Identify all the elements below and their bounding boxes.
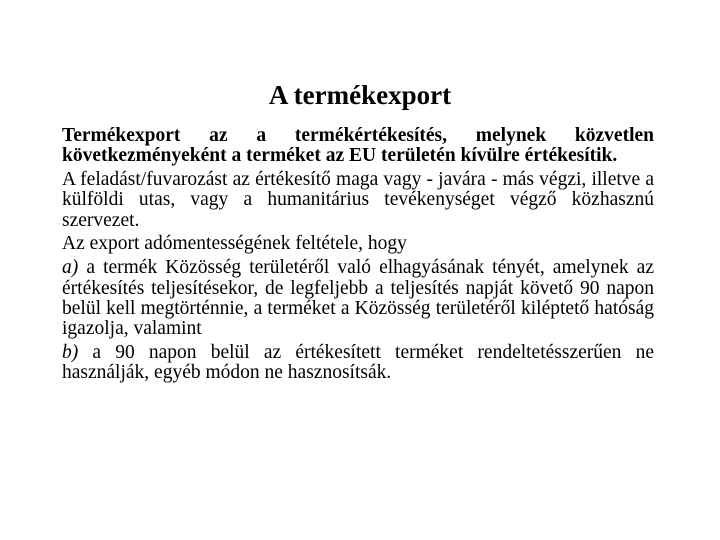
slide-body	[62, 126, 654, 387]
conditions-intro: Az export adómentességének feltétele, hogy	[62, 233, 407, 255]
condition-item-b	[62, 343, 654, 384]
item-b-text: a 90 napon belül az értékesített terméket rendeltetésszerűen ne használják, egyéb módon ne hasznosítsák.	[62, 341, 654, 384]
item-b-marker: b)	[62, 341, 79, 363]
definition-paragraph: Termékexport az a termékértékesítés, melynek közvetlen következményeként a terméket az EU területén kívülre értékesítik.	[62, 125, 654, 167]
item-a-marker: a)	[62, 257, 79, 279]
condition-item-a	[62, 258, 654, 339]
shipping-paragraph: A feladást/fuvarozást az értékesítő maga vagy - javára - más végzi, illetve a külföldi utas, vagy a humanitárius tevékenységet végző közhasznú szervezet.	[62, 169, 654, 231]
item-a-text: a termék Közösség területéről való elhagyásának tényét, amelynek az értékesítés teljesítésekor, de legfeljebb a teljesítés napját követő 90 napon belül kell megtörténnie, a terméket a Közösség területéről kiléptető hatóság igazolja, valamint	[62, 257, 654, 340]
page-title: A termékexport	[268, 80, 452, 110]
